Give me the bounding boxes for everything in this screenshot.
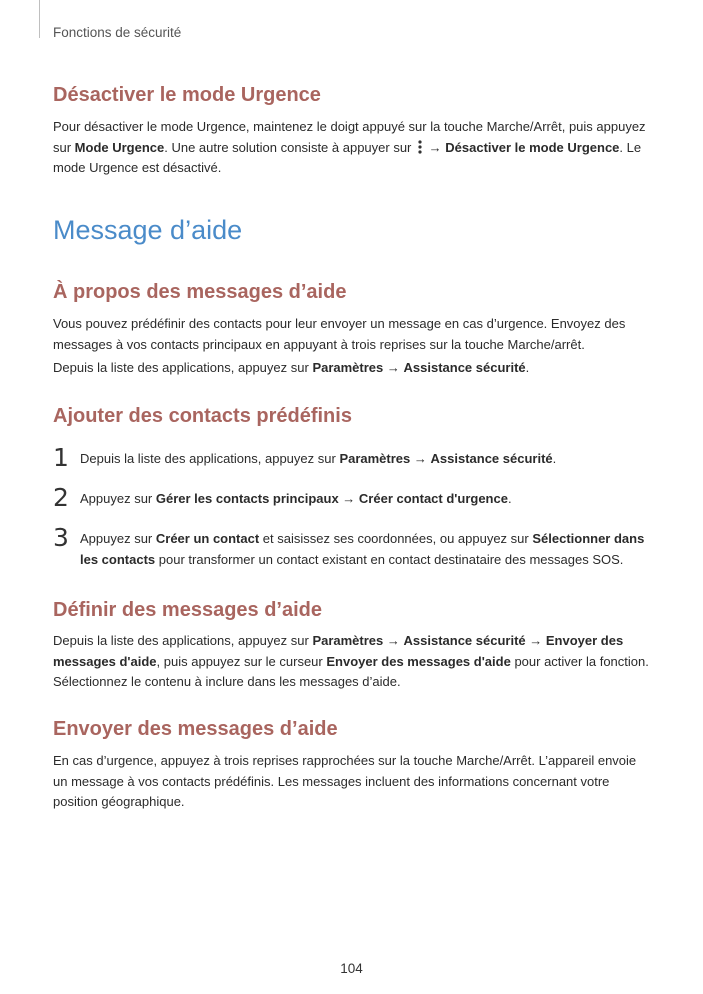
step-text: Depuis la liste des applications, appuyez sur Paramètres → Assistance sécurité. (80, 451, 557, 466)
section-title-send: Envoyer des messages d’aide (53, 718, 338, 740)
about-paragraph: Vous pouvez prédéfinir des contacts pour leur envoyer un message en cas d’urgence. Envoyez des messages à vos contacts principaux en appuyant à trois reprises sur la touche Marche/arrêt. (53, 316, 626, 352)
running-header: Fonctions de sécurité (53, 25, 182, 40)
define-paragraph: Depuis la liste des applications, appuyez sur Paramètres → Assistance sécurité → Envoyer des messages d'aide, puis appuyez sur le curseur Envoyer des messages d'aide pour activer la fonction. (53, 633, 649, 669)
step-number: 3 (53, 523, 69, 552)
page-number: 104 (340, 961, 363, 976)
step-text: Appuyez sur Créer un contact et saisissez ses coordonnées, ou appuyez sur Sélectionner dans les contacts pour transformer un contact existant en contact destinataire des messages SOS. (80, 531, 645, 567)
send-paragraph: En cas d’urgence, appuyez à trois reprises rapprochées sur la touche Marche/Arrêt. L’appareil envoie un message à vos contacts prédéfinis. Les messages incluent des informations concernant votre position géographique. (53, 753, 637, 809)
more-options-icon (417, 140, 423, 154)
page-margin-rule (39, 0, 40, 38)
define-paragraph-2: Sélectionnez le contenu à inclure dans les messages d’aide. (53, 674, 401, 689)
about-path: Depuis la liste des applications, appuyez sur Paramètres → Assistance sécurité. (53, 360, 530, 375)
section-title-define: Définir des messages d’aide (53, 599, 323, 621)
section-title-deactivate: Désactiver le mode Urgence (53, 84, 321, 106)
section-title-add-contacts: Ajouter des contacts prédéfinis (53, 405, 352, 427)
chapter-title: Message d’aide (53, 215, 243, 245)
deactivate-paragraph: Pour désactiver le mode Urgence, maintenez le doigt appuyé sur la touche Marche/Arrêt, puis appuyez sur Mode Urgence. Une autre solution consiste à appuyer sur → Désactiver le mode Urgence. Le mode Urgence est désactivé. (53, 119, 646, 175)
step-number: 1 (53, 443, 69, 472)
step-number: 2 (53, 483, 69, 512)
section-title-about: À propos des messages d’aide (53, 281, 347, 303)
step-text: Appuyez sur Gérer les contacts principaux → Créer contact d'urgence. (80, 491, 512, 506)
